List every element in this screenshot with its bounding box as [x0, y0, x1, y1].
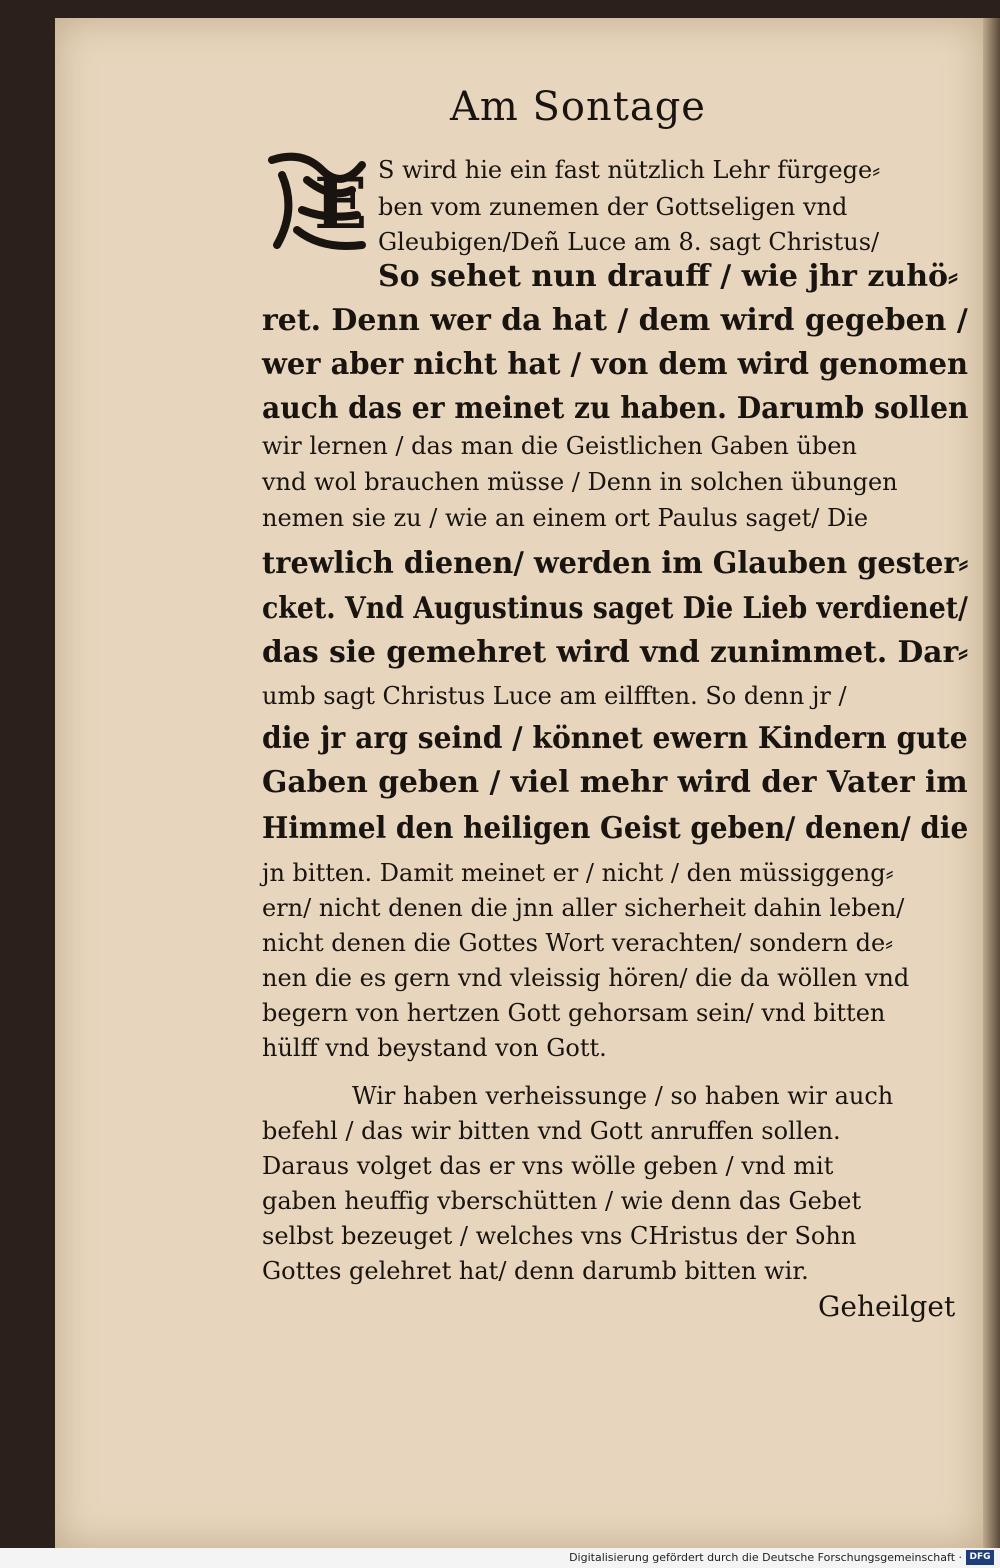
text-line: S wird hie ein fast nützlich Lehr fürgege⸗: [378, 156, 881, 184]
text-line: ret. Denn wer da hat / dem wird gegeben /: [262, 303, 968, 338]
text-line: ben vom zunemen der Gottseligen vnd: [378, 193, 848, 221]
dfg-logo: DFG: [966, 1550, 994, 1565]
footer: [0, 1548, 1000, 1568]
catchword: Geheilget: [818, 1290, 956, 1323]
text-line: vnd wol brauchen müsse / Denn in solchen übungen: [262, 468, 898, 496]
text-line: wir lernen / das man die Geistlichen Gaben üben: [262, 432, 857, 460]
page-edge: [983, 18, 1000, 1548]
text-line: Gottes gelehret hat/ denn darumb bitten wir.: [262, 1257, 809, 1285]
text-line: gaben heuffig vberschütten / wie denn das Gebet: [262, 1187, 862, 1215]
text-line: Daraus volget das er vns wölle geben / vnd mit: [262, 1152, 834, 1180]
decorated-initial: [262, 150, 372, 258]
text-line: Wir haben verheissunge / so haben wir auch: [352, 1082, 894, 1110]
text-line: selbst bezeuget / welches vns CHristus der Sohn: [262, 1222, 857, 1250]
initial-letter: E: [314, 162, 368, 245]
text-line: nen die es gern vnd vleissig hören/ die da wöllen vnd: [262, 964, 910, 992]
text-line: ern/ nicht denen die jnn aller sicherheit dahin leben/: [262, 894, 905, 922]
text-line: die jr arg seind / könnet ewern Kindern gute: [262, 721, 968, 756]
text-line: Gleubigen/Deñ Luce am 8. sagt Christus/: [378, 228, 880, 256]
text-line: Himmel den heiligen Geist geben/ denen/ die: [262, 811, 969, 846]
text-line: nicht denen die Gottes Wort verachten/ sondern de⸗: [262, 929, 894, 957]
text-line: So sehet nun drauff / wie jhr zuhö⸗: [378, 259, 959, 294]
footer-credit: Digitalisierung gefördert durch die Deutsche Forschungsgemeinschaft ·: [569, 1551, 962, 1564]
text-line: hülff vnd beystand von Gott.: [262, 1034, 607, 1062]
text-line: begern von hertzen Gott gehorsam sein/ vnd bitten: [262, 999, 886, 1027]
text-line: cket. Vnd Augustinus saget Die Lieb verdienet/: [262, 591, 968, 626]
text-line: jn bitten. Damit meinet er / nicht / den müssiggeng⸗: [262, 859, 894, 887]
text-line: auch das er meinet zu haben. Darumb sollen: [262, 391, 969, 426]
text-line: wer aber nicht hat / von dem wird genomen: [262, 347, 969, 382]
text-line: das sie gemehret wird vnd zunimmet. Dar⸗: [262, 635, 969, 670]
text-line: trewlich dienen/ werden im Glauben gester⸗: [262, 546, 969, 581]
text-line: umb sagt Christus Luce am eilfften. So denn jr /: [262, 682, 847, 710]
text-line: nemen sie zu / wie an einem ort Paulus saget/ Die: [262, 504, 869, 532]
text-line: Gaben geben / viel mehr wird der Vater im: [262, 765, 968, 800]
text-line: befehl / das wir bitten vnd Gott anruffen sollen.: [262, 1117, 841, 1145]
running-head: Am Sontage: [450, 84, 706, 130]
